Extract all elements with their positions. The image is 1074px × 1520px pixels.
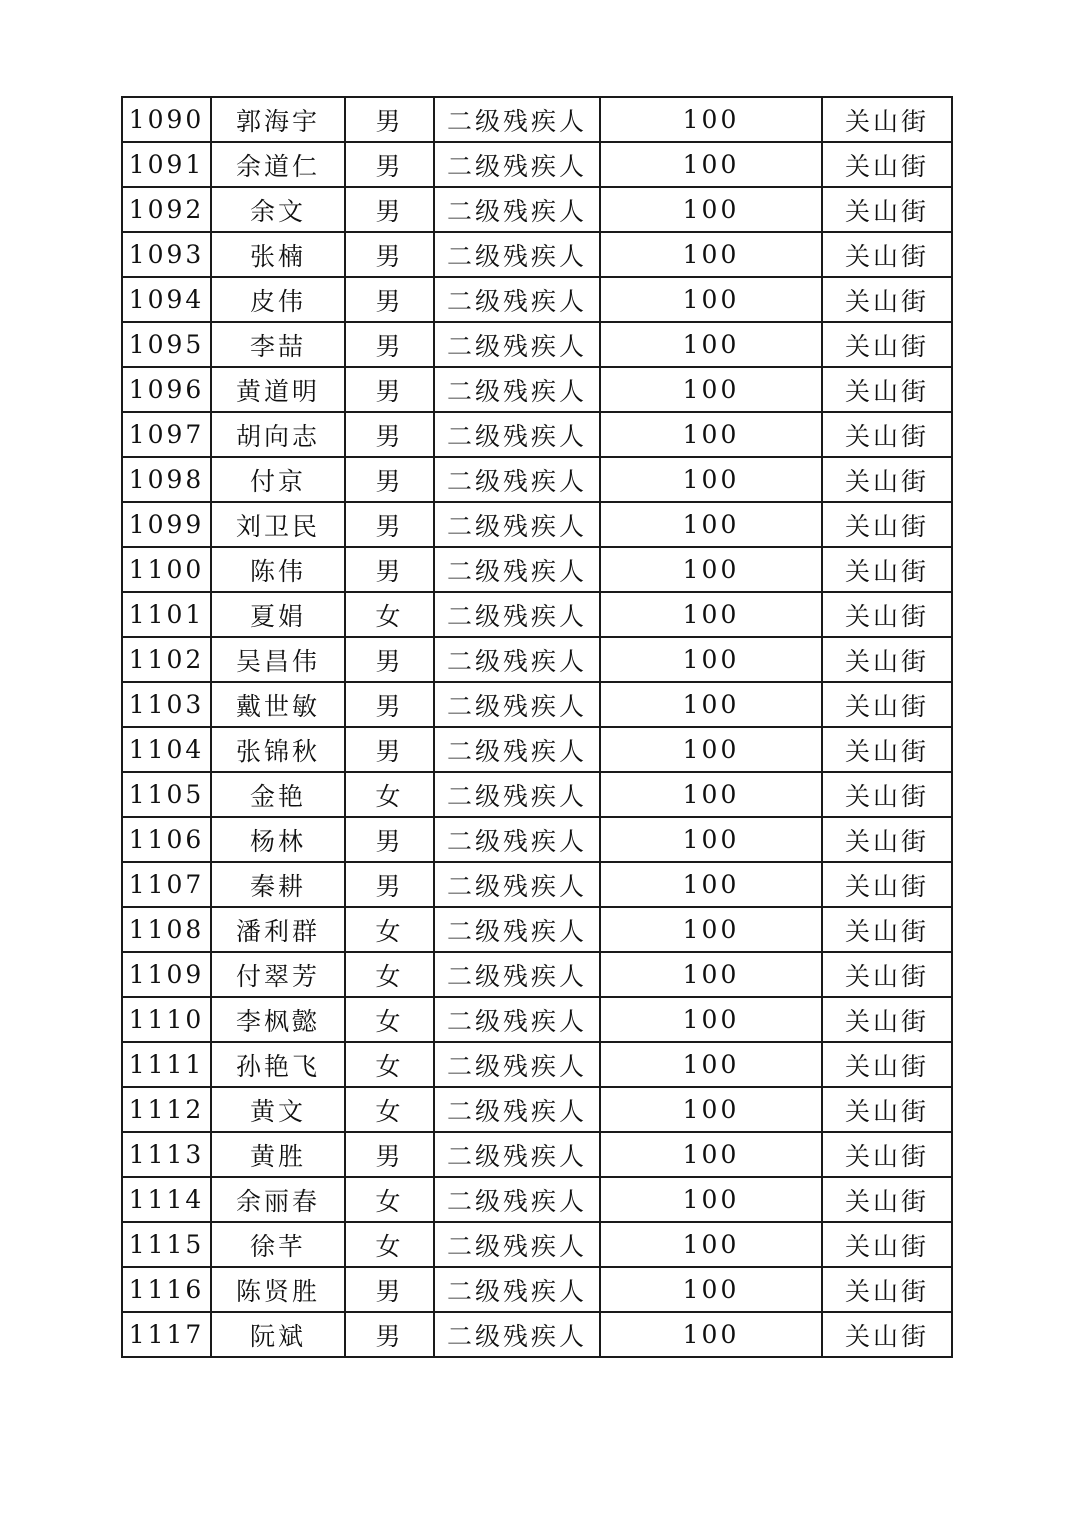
disability-level-cell: 二级残疾人 [434,547,600,592]
street-cell: 关山街 [822,322,952,367]
disability-level-cell: 二级残疾人 [434,817,600,862]
serial-number-cell: 1112 [122,1087,211,1132]
serial-number-cell: 1113 [122,1132,211,1177]
name-cell: 陈伟 [211,547,345,592]
serial-number-cell: 1094 [122,277,211,322]
amount-cell: 100 [600,142,822,187]
table-row [122,502,952,547]
serial-number-cell: 1106 [122,817,211,862]
amount-cell: 100 [600,592,822,637]
street-cell: 关山街 [822,547,952,592]
gender-cell: 男 [345,862,434,907]
street-cell: 关山街 [822,727,952,772]
street-cell: 关山街 [822,907,952,952]
name-cell: 夏娟 [211,592,345,637]
table-row [122,862,952,907]
disability-level-cell: 二级残疾人 [434,232,600,277]
disability-level-cell: 二级残疾人 [434,727,600,772]
table-row [122,1177,952,1222]
serial-number-cell: 1105 [122,772,211,817]
gender-cell: 男 [345,142,434,187]
street-cell: 关山街 [822,412,952,457]
table-row [122,457,952,502]
name-cell: 孙艳飞 [211,1042,345,1087]
table-row [122,907,952,952]
gender-cell: 男 [345,322,434,367]
roster-table [121,96,953,1358]
name-cell: 李枫懿 [211,997,345,1042]
street-cell: 关山街 [822,1132,952,1177]
gender-cell: 女 [345,1222,434,1267]
amount-cell: 100 [600,1087,822,1132]
gender-cell: 女 [345,997,434,1042]
serial-number-cell: 1110 [122,997,211,1042]
street-cell: 关山街 [822,1267,952,1312]
gender-cell: 男 [345,727,434,772]
amount-cell: 100 [600,547,822,592]
disability-level-cell: 二级残疾人 [434,187,600,232]
street-cell: 关山街 [822,142,952,187]
name-cell: 秦耕 [211,862,345,907]
serial-number-cell: 1103 [122,682,211,727]
serial-number-cell: 1108 [122,907,211,952]
street-cell: 关山街 [822,862,952,907]
amount-cell: 100 [600,1132,822,1177]
amount-cell: 100 [600,637,822,682]
gender-cell: 男 [345,817,434,862]
street-cell: 关山街 [822,1087,952,1132]
disability-level-cell: 二级残疾人 [434,1087,600,1132]
disability-level-cell: 二级残疾人 [434,457,600,502]
street-cell: 关山街 [822,232,952,277]
gender-cell: 女 [345,952,434,997]
gender-cell: 男 [345,187,434,232]
street-cell: 关山街 [822,1042,952,1087]
disability-level-cell: 二级残疾人 [434,1267,600,1312]
gender-cell: 男 [345,457,434,502]
table-row [122,367,952,412]
table-row [122,412,952,457]
name-cell: 郭海宇 [211,97,345,142]
table-row [122,97,952,142]
name-cell: 余文 [211,187,345,232]
table-row [122,142,952,187]
name-cell: 吴昌伟 [211,637,345,682]
street-cell: 关山街 [822,817,952,862]
gender-cell: 男 [345,502,434,547]
gender-cell: 男 [345,277,434,322]
serial-number-cell: 1099 [122,502,211,547]
gender-cell: 女 [345,1087,434,1132]
gender-cell: 男 [345,1267,434,1312]
serial-number-cell: 1092 [122,187,211,232]
amount-cell: 100 [600,952,822,997]
disability-level-cell: 二级残疾人 [434,1312,600,1357]
amount-cell: 100 [600,1222,822,1267]
name-cell: 潘利群 [211,907,345,952]
serial-number-cell: 1097 [122,412,211,457]
disability-level-cell: 二级残疾人 [434,412,600,457]
amount-cell: 100 [600,862,822,907]
document-page [121,96,951,1358]
amount-cell: 100 [600,412,822,457]
street-cell: 关山街 [822,277,952,322]
gender-cell: 女 [345,1177,434,1222]
street-cell: 关山街 [822,457,952,502]
table-row [122,1042,952,1087]
table-row [122,1222,952,1267]
table-row [122,232,952,277]
disability-level-cell: 二级残疾人 [434,952,600,997]
table-row [122,547,952,592]
serial-number-cell: 1115 [122,1222,211,1267]
serial-number-cell: 1101 [122,592,211,637]
street-cell: 关山街 [822,1222,952,1267]
amount-cell: 100 [600,1312,822,1357]
amount-cell: 100 [600,1042,822,1087]
gender-cell: 女 [345,1042,434,1087]
serial-number-cell: 1109 [122,952,211,997]
table-row [122,1087,952,1132]
serial-number-cell: 1100 [122,547,211,592]
table-row [122,592,952,637]
amount-cell: 100 [600,682,822,727]
amount-cell: 100 [600,1177,822,1222]
roster-table-body [122,97,952,1357]
serial-number-cell: 1098 [122,457,211,502]
street-cell: 关山街 [822,637,952,682]
disability-level-cell: 二级残疾人 [434,772,600,817]
name-cell: 金艳 [211,772,345,817]
table-row [122,1132,952,1177]
name-cell: 付翠芳 [211,952,345,997]
serial-number-cell: 1091 [122,142,211,187]
gender-cell: 男 [345,1312,434,1357]
gender-cell: 女 [345,772,434,817]
name-cell: 阮斌 [211,1312,345,1357]
serial-number-cell: 1111 [122,1042,211,1087]
name-cell: 胡向志 [211,412,345,457]
amount-cell: 100 [600,502,822,547]
table-row [122,322,952,367]
disability-level-cell: 二级残疾人 [434,1042,600,1087]
serial-number-cell: 1095 [122,322,211,367]
name-cell: 余道仁 [211,142,345,187]
amount-cell: 100 [600,1267,822,1312]
street-cell: 关山街 [822,772,952,817]
table-row [122,277,952,322]
disability-level-cell: 二级残疾人 [434,1132,600,1177]
name-cell: 黄道明 [211,367,345,412]
amount-cell: 100 [600,277,822,322]
table-row [122,187,952,232]
serial-number-cell: 1114 [122,1177,211,1222]
name-cell: 戴世敏 [211,682,345,727]
amount-cell: 100 [600,97,822,142]
serial-number-cell: 1090 [122,97,211,142]
disability-level-cell: 二级残疾人 [434,142,600,187]
table-row [122,1312,952,1357]
amount-cell: 100 [600,367,822,412]
gender-cell: 女 [345,907,434,952]
table-row [122,682,952,727]
name-cell: 黄文 [211,1087,345,1132]
amount-cell: 100 [600,772,822,817]
serial-number-cell: 1104 [122,727,211,772]
name-cell: 李喆 [211,322,345,367]
serial-number-cell: 1116 [122,1267,211,1312]
serial-number-cell: 1093 [122,232,211,277]
street-cell: 关山街 [822,997,952,1042]
street-cell: 关山街 [822,187,952,232]
disability-level-cell: 二级残疾人 [434,97,600,142]
name-cell: 张锦秋 [211,727,345,772]
amount-cell: 100 [600,232,822,277]
table-row [122,772,952,817]
name-cell: 皮伟 [211,277,345,322]
disability-level-cell: 二级残疾人 [434,682,600,727]
disability-level-cell: 二级残疾人 [434,907,600,952]
disability-level-cell: 二级残疾人 [434,502,600,547]
name-cell: 杨林 [211,817,345,862]
name-cell: 张楠 [211,232,345,277]
name-cell: 黄胜 [211,1132,345,1177]
gender-cell: 男 [345,232,434,277]
disability-level-cell: 二级残疾人 [434,367,600,412]
serial-number-cell: 1096 [122,367,211,412]
disability-level-cell: 二级残疾人 [434,997,600,1042]
street-cell: 关山街 [822,1177,952,1222]
gender-cell: 女 [345,592,434,637]
table-row [122,952,952,997]
amount-cell: 100 [600,727,822,772]
street-cell: 关山街 [822,502,952,547]
amount-cell: 100 [600,187,822,232]
gender-cell: 男 [345,637,434,682]
street-cell: 关山街 [822,1312,952,1357]
amount-cell: 100 [600,997,822,1042]
gender-cell: 男 [345,1132,434,1177]
disability-level-cell: 二级残疾人 [434,277,600,322]
amount-cell: 100 [600,457,822,502]
gender-cell: 男 [345,682,434,727]
name-cell: 刘卫民 [211,502,345,547]
name-cell: 余丽春 [211,1177,345,1222]
gender-cell: 男 [345,412,434,457]
disability-level-cell: 二级残疾人 [434,322,600,367]
street-cell: 关山街 [822,592,952,637]
street-cell: 关山街 [822,97,952,142]
gender-cell: 男 [345,97,434,142]
disability-level-cell: 二级残疾人 [434,862,600,907]
amount-cell: 100 [600,322,822,367]
table-row [122,817,952,862]
disability-level-cell: 二级残疾人 [434,1222,600,1267]
table-row [122,727,952,772]
disability-level-cell: 二级残疾人 [434,592,600,637]
name-cell: 徐芊 [211,1222,345,1267]
serial-number-cell: 1117 [122,1312,211,1357]
street-cell: 关山街 [822,682,952,727]
amount-cell: 100 [600,907,822,952]
gender-cell: 男 [345,367,434,412]
serial-number-cell: 1107 [122,862,211,907]
table-row [122,997,952,1042]
table-row [122,1267,952,1312]
street-cell: 关山街 [822,952,952,997]
serial-number-cell: 1102 [122,637,211,682]
name-cell: 陈贤胜 [211,1267,345,1312]
disability-level-cell: 二级残疾人 [434,637,600,682]
table-row [122,637,952,682]
gender-cell: 男 [345,547,434,592]
amount-cell: 100 [600,817,822,862]
street-cell: 关山街 [822,367,952,412]
disability-level-cell: 二级残疾人 [434,1177,600,1222]
name-cell: 付京 [211,457,345,502]
